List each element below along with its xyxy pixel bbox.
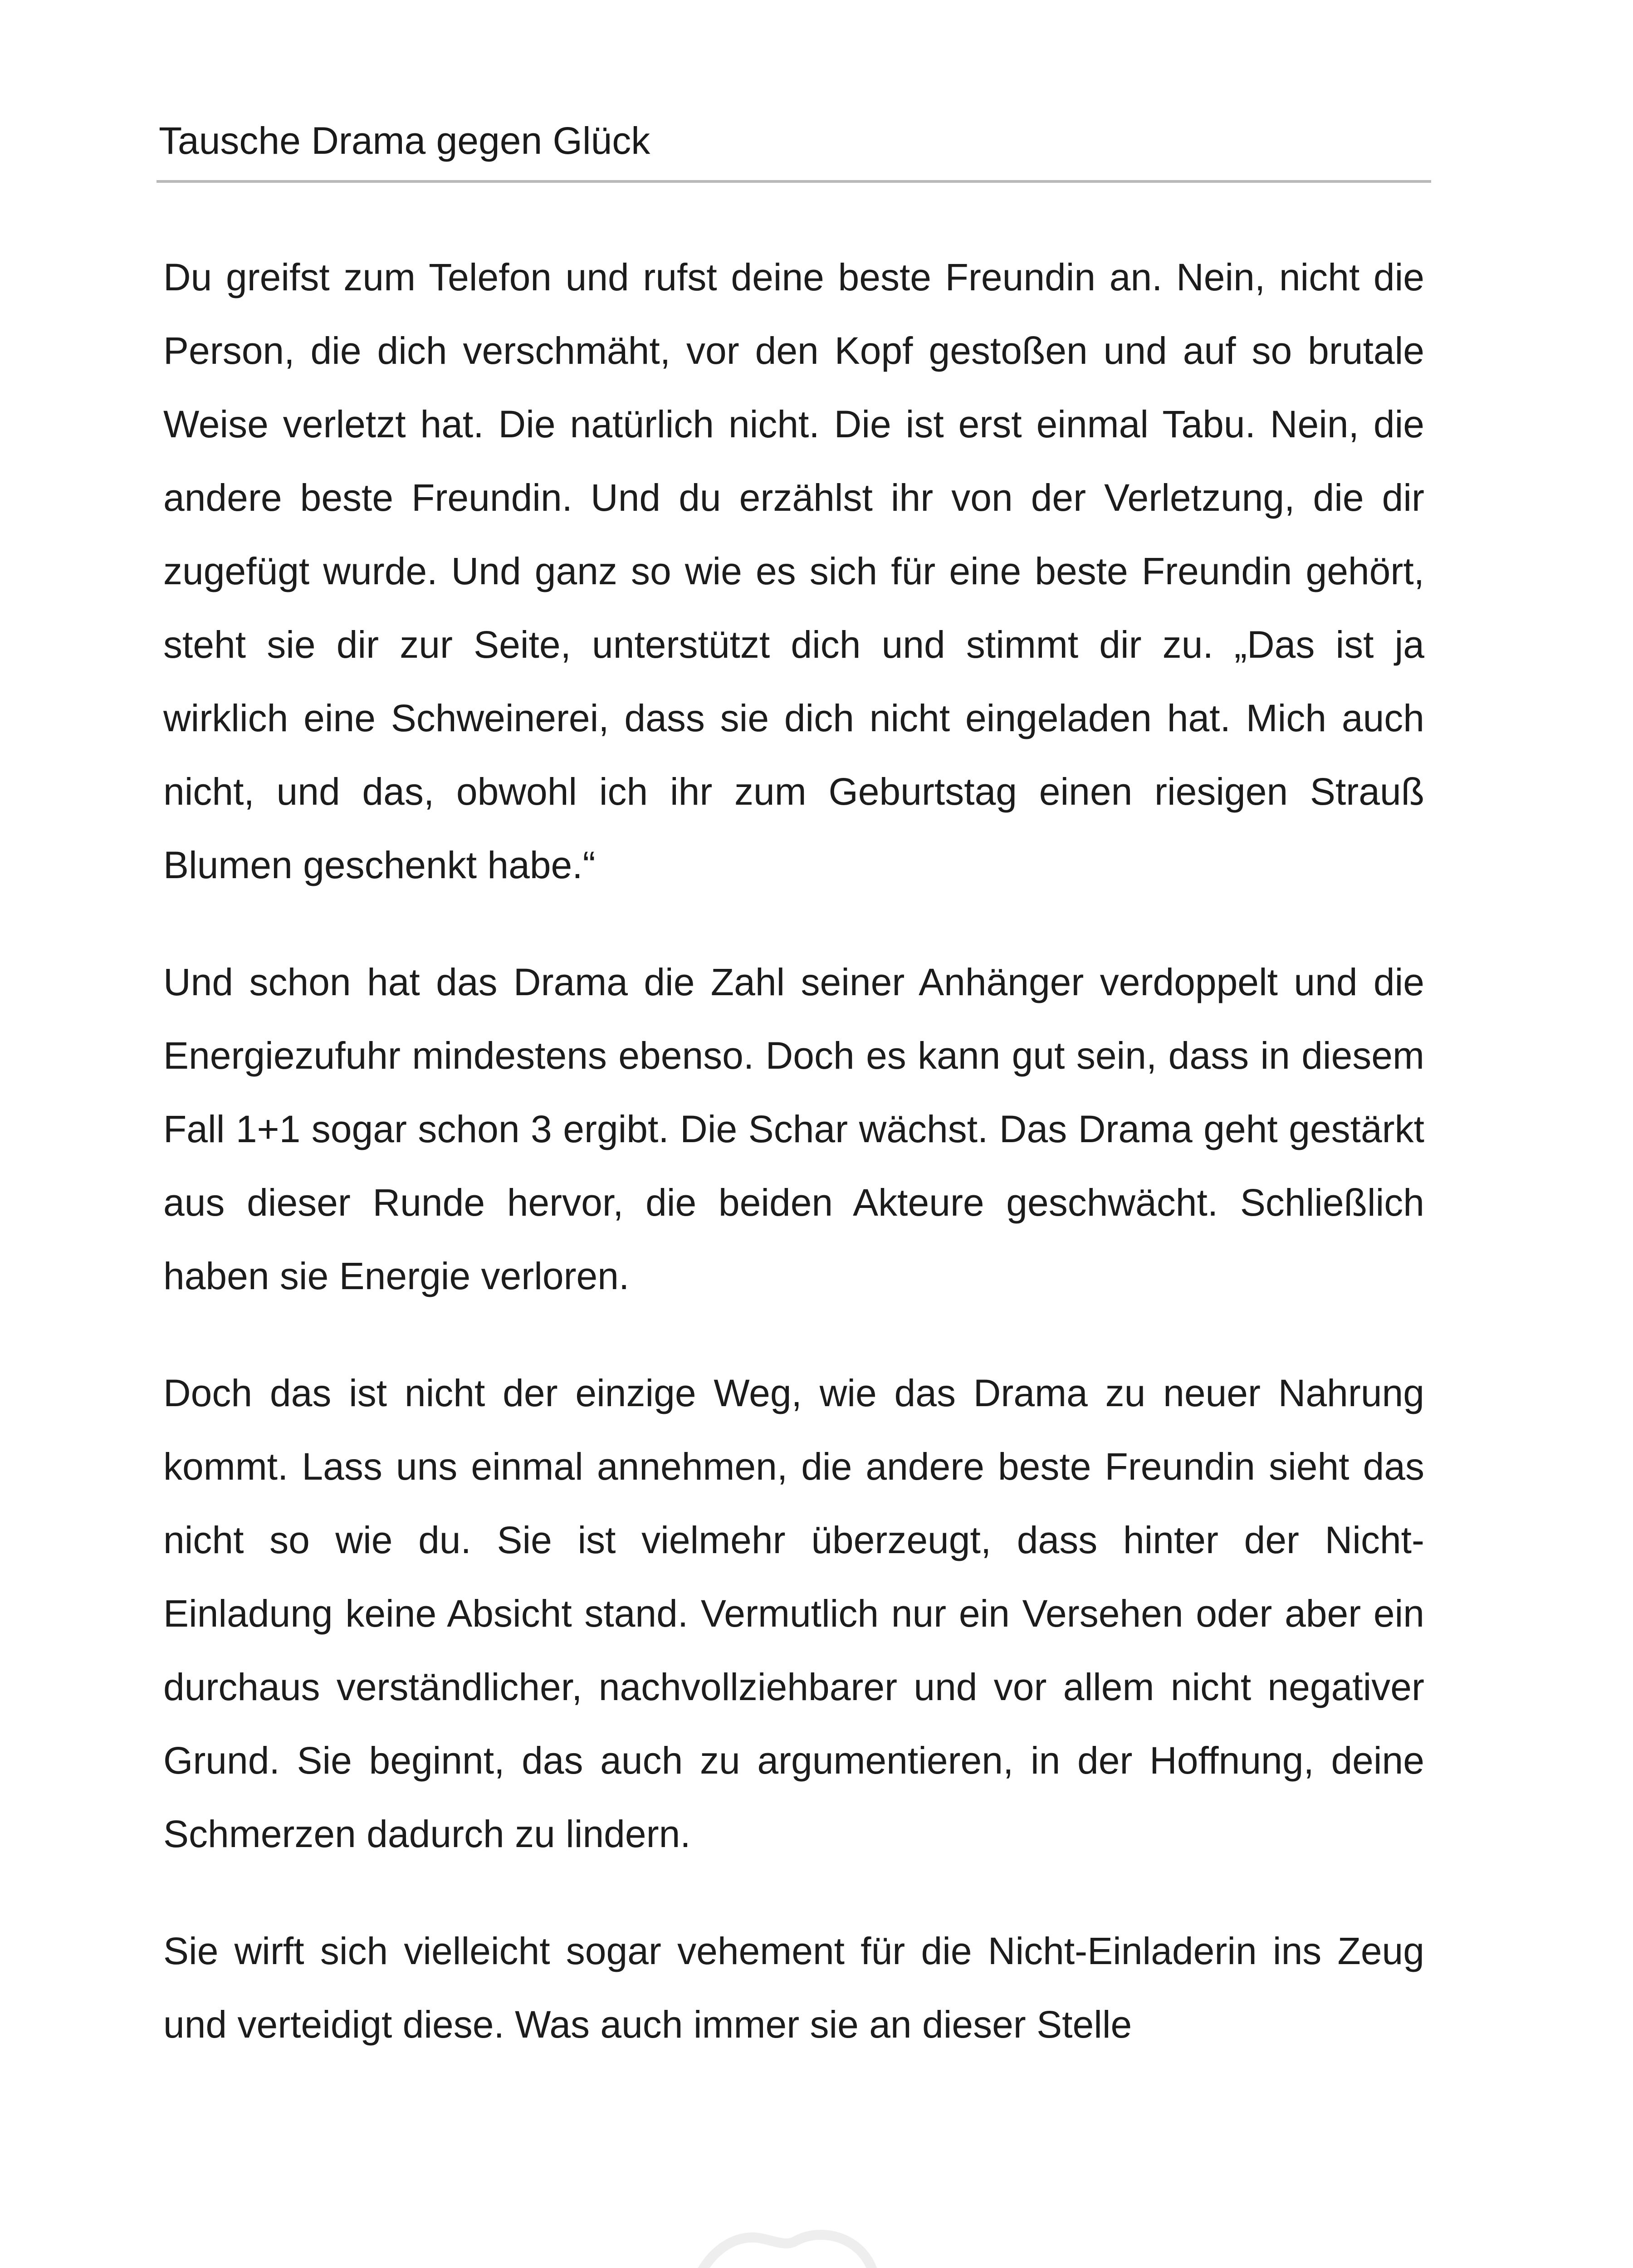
header-divider xyxy=(156,180,1431,183)
paragraph: Doch das ist nicht der einzige Weg, wie das Drama zu neuer Nahrung kommt. Lass uns einmal annehmen, die andere beste Freundin sieht das nicht so wie du. Sie ist vielmehr überzeugt, dass hinter der Nicht-Einladung keine Absicht stand. Vermutlich nur ein Versehen oder aber ein durchaus verständlicher, nachvollziehbarer und vor allem nicht negativer Grund. Sie beginnt, das auch zu argumentieren, in der Hoffnung, deine Schmerzen dadurch zu lindern. xyxy=(163,1372,1424,1855)
paragraph: Und schon hat das Drama die Zahl seiner Anhänger verdoppelt und die Energiezufuhr mindestens ebenso. Doch es kann gut sein, dass in diesem Fall 1+1 sogar schon 3 ergibt. Die Schar wächst. Das Drama geht gestärkt aus dieser Runde hervor, die beiden Akteure geschwächt. Schließlich haben sie Energie verloren. xyxy=(163,961,1424,1297)
running-header-title: Tausche Drama gegen Glück xyxy=(159,119,650,162)
tooth-watermark-icon xyxy=(671,2195,889,2268)
body-text xyxy=(163,240,1424,2061)
paragraph: Du greifst zum Telefon und rufst deine beste Freundin an. Nein, nicht die Person, die dich verschmäht, vor den Kopf gestoßen und auf so brutale Weise verletzt hat. Die natürlich nicht. Die ist erst einmal Tabu. Nein, die andere beste Freundin. Und du erzählst ihr von der Verletzung, die dir zugefügt wurde. Und ganz so wie es sich für eine beste Freundin gehört, steht sie dir zur Seite, unterstützt dich und stimmt dir zu. „Das ist ja wirklich eine Schweinerei, dass sie dich nicht eingeladen hat. Mich auch nicht, und das, obwohl ich ihr zum Geburtstag einen riesigen Strauß Blumen geschenkt habe.“ xyxy=(163,256,1424,886)
paragraph: Sie wirft sich vielleicht sogar vehement für die Nicht-Einladerin ins Zeug und verteidigt diese. Was auch immer sie an dieser Stelle xyxy=(163,1930,1424,2046)
